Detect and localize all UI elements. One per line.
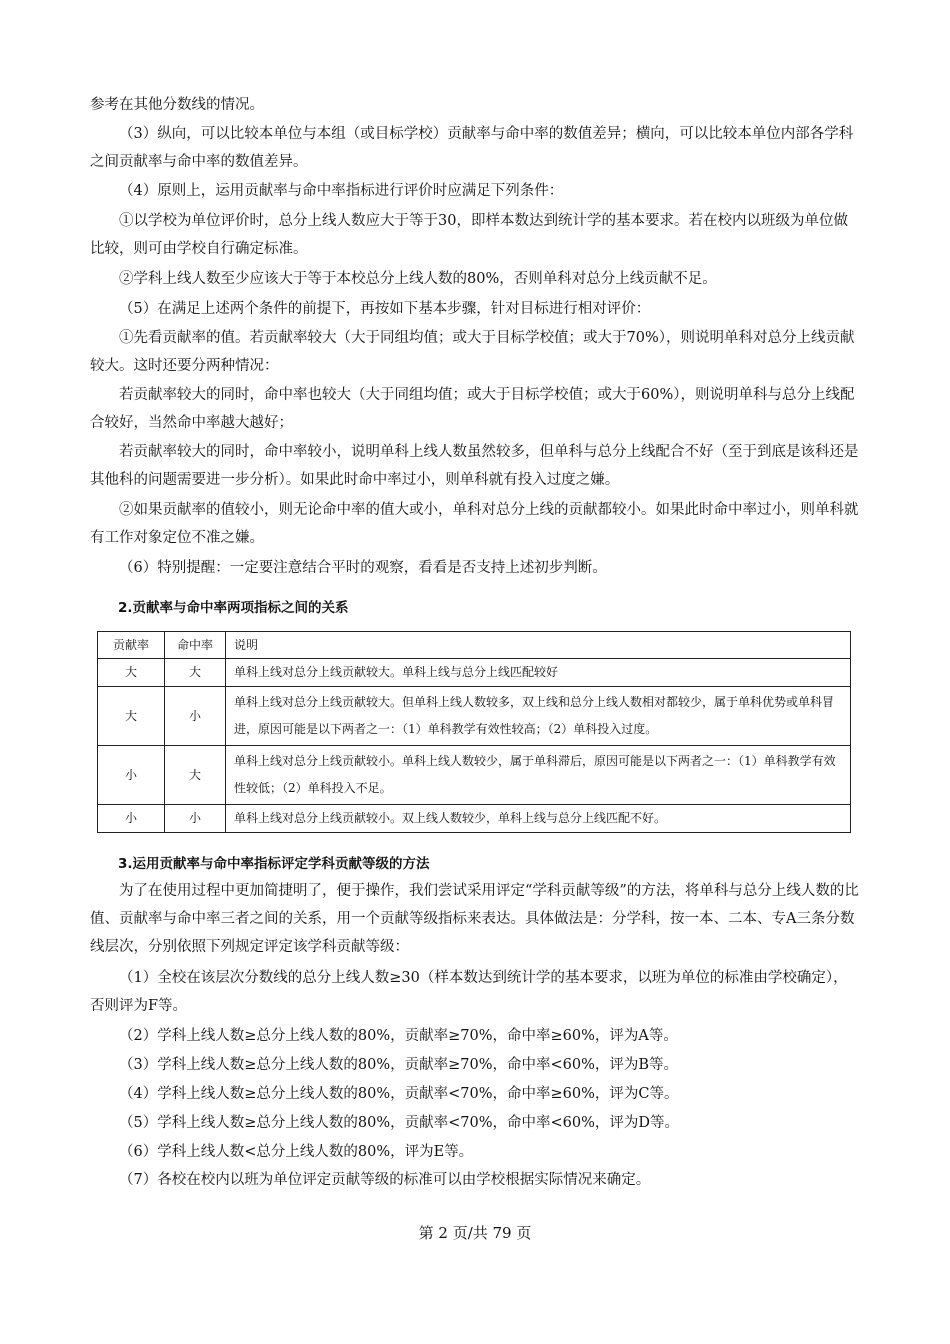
table-header-cell: 贡献率 bbox=[98, 632, 165, 659]
paragraph: （3）纵向，可以比较本单位与本组（或目标学校）贡献率与命中率的数值差异；横向，可以比较本单位内部各学科之间贡献率与命中率的数值差异。 bbox=[90, 126, 854, 170]
table-cell: 小 bbox=[98, 805, 165, 833]
section-heading: 2.贡献率与命中率两项指标之间的关系 bbox=[118, 600, 349, 616]
paragraph: （4）学科上线人数≥总分上线人数的80%，贡献率<70%，命中率≥60%，评为C等。 bbox=[119, 1086, 679, 1102]
paragraph: 为了在使用过程中更加简捷明了，便于操作，我们尝试采用评定“学科贡献等级”的方法，将单科与总分上线人数的比值、贡献率与命中率三者之间的关系，用一个贡献等级指标来表达。具体做法是：分学科，按一本、二本、专A三条分数线层次，分别依照下列规定评定该学科贡献等级： bbox=[90, 883, 859, 955]
table-header-cell: 说明 bbox=[226, 632, 851, 659]
table-cell: 单科上线对总分上线贡献较小。单科上线人数较少，属于单科滞后，原因可能是以下两者之一：（1）单科教学有效性较低；（2）单科投入不足。 bbox=[226, 746, 851, 805]
table-row bbox=[98, 687, 851, 746]
paragraph: ②如果贡献率的值较小，则无论命中率的值大或小，单科对总分上线的贡献都较小。如果此时命中率过小，则单科就有工作对象定位不准之嫌。 bbox=[90, 502, 859, 546]
paragraph: 参考在其他分数线的情况。 bbox=[90, 97, 264, 113]
table-cell: 单科上线对总分上线贡献较大。但单科上线人数较多，双上线和总分上线人数相对都较少，属于单科优势或单科冒进，原因可能是以下两者之一：（1）单科教学有效性较高；（2）单科投入过度。 bbox=[226, 687, 851, 746]
paragraph: （7）各校在校内以班为单位评定贡献等级的标准可以由学校根据实际情况来确定。 bbox=[119, 1172, 651, 1188]
section-heading: 3.运用贡献率与命中率指标评定学科贡献等级的方法 bbox=[118, 856, 430, 872]
relationship-table bbox=[97, 631, 851, 833]
table-cell: 小 bbox=[165, 687, 226, 746]
paragraph: （5）在满足上述两个条件的前提下，再按如下基本步骤，针对目标进行相对评价： bbox=[119, 301, 651, 317]
paragraph: ②学科上线人数至少应该大于等于本校总分上线人数的80%，否则单科对总分上线贡献不足。 bbox=[119, 271, 717, 287]
paragraph: 若贡献率较大的同时，命中率较小，说明单科上线人数虽然较多，但单科与总分上线配合不好（至于到底是该科还是其他科的问题需要进一步分析）。如果此时命中率过小，则单科就有投入过度之嫌。 bbox=[90, 444, 859, 488]
paragraph: （4）原则上，运用贡献率与命中率指标进行评价时应满足下列条件： bbox=[119, 183, 564, 199]
table-cell: 大 bbox=[165, 659, 226, 687]
paragraph: （6）特别提醒：一定要注意结合平时的观察，看看是否支持上述初步判断。 bbox=[119, 560, 607, 576]
paragraph: ①以学校为单位评价时，总分上线人数应大于等于30，即样本数达到统计学的基本要求。若在校内以班级为单位做比较，则可由学校自行确定标准。 bbox=[90, 213, 848, 257]
paragraph: （3）学科上线人数≥总分上线人数的80%，贡献率≥70%，命中率<60%，评为B等。 bbox=[119, 1057, 679, 1073]
page-footer: 第 2 页/共 79 页 bbox=[418, 1224, 532, 1242]
paragraph: 若贡献率较大的同时，命中率也较大（大于同组均值；或大于目标学校值；或大于60%），则说明单科与总分上线配合较好，当然命中率越大越好； bbox=[90, 387, 855, 431]
table-cell: 单科上线对总分上线贡献较小。双上线人数较少，单科上线与总分上线匹配不好。 bbox=[226, 805, 851, 833]
table-cell: 小 bbox=[98, 746, 165, 805]
paragraph: ①先看贡献率的值。若贡献率较大（大于同组均值；或大于目标学校值；或大于70%），则说明单科对总分上线贡献较大。这时还要分两种情况： bbox=[90, 330, 855, 374]
table-cell: 大 bbox=[165, 746, 226, 805]
table-row bbox=[98, 805, 851, 833]
table-cell: 大 bbox=[98, 659, 165, 687]
table-cell: 小 bbox=[165, 805, 226, 833]
table-cell: 单科上线对总分上线贡献较大。单科上线与总分上线匹配较好 bbox=[226, 659, 851, 687]
table-row bbox=[98, 746, 851, 805]
table-cell: 大 bbox=[98, 687, 165, 746]
paragraph: （6）学科上线人数<总分上线人数的80%，评为E等。 bbox=[119, 1144, 474, 1160]
table-row bbox=[98, 659, 851, 687]
paragraph: （5）学科上线人数≥总分上线人数的80%，贡献率<70%，命中率<60%，评为D等。 bbox=[119, 1115, 679, 1131]
table-header-row bbox=[98, 632, 851, 659]
table-header-cell: 命中率 bbox=[165, 632, 226, 659]
paragraph: （1）全校在该层次分数线的总分上线人数≥30（样本数达到统计学的基本要求，以班为单位的标准由学校确定），否则评为F等。 bbox=[90, 970, 848, 1014]
paragraph: （2）学科上线人数≥总分上线人数的80%，贡献率≥70%，命中率≥60%，评为A等。 bbox=[119, 1028, 678, 1044]
